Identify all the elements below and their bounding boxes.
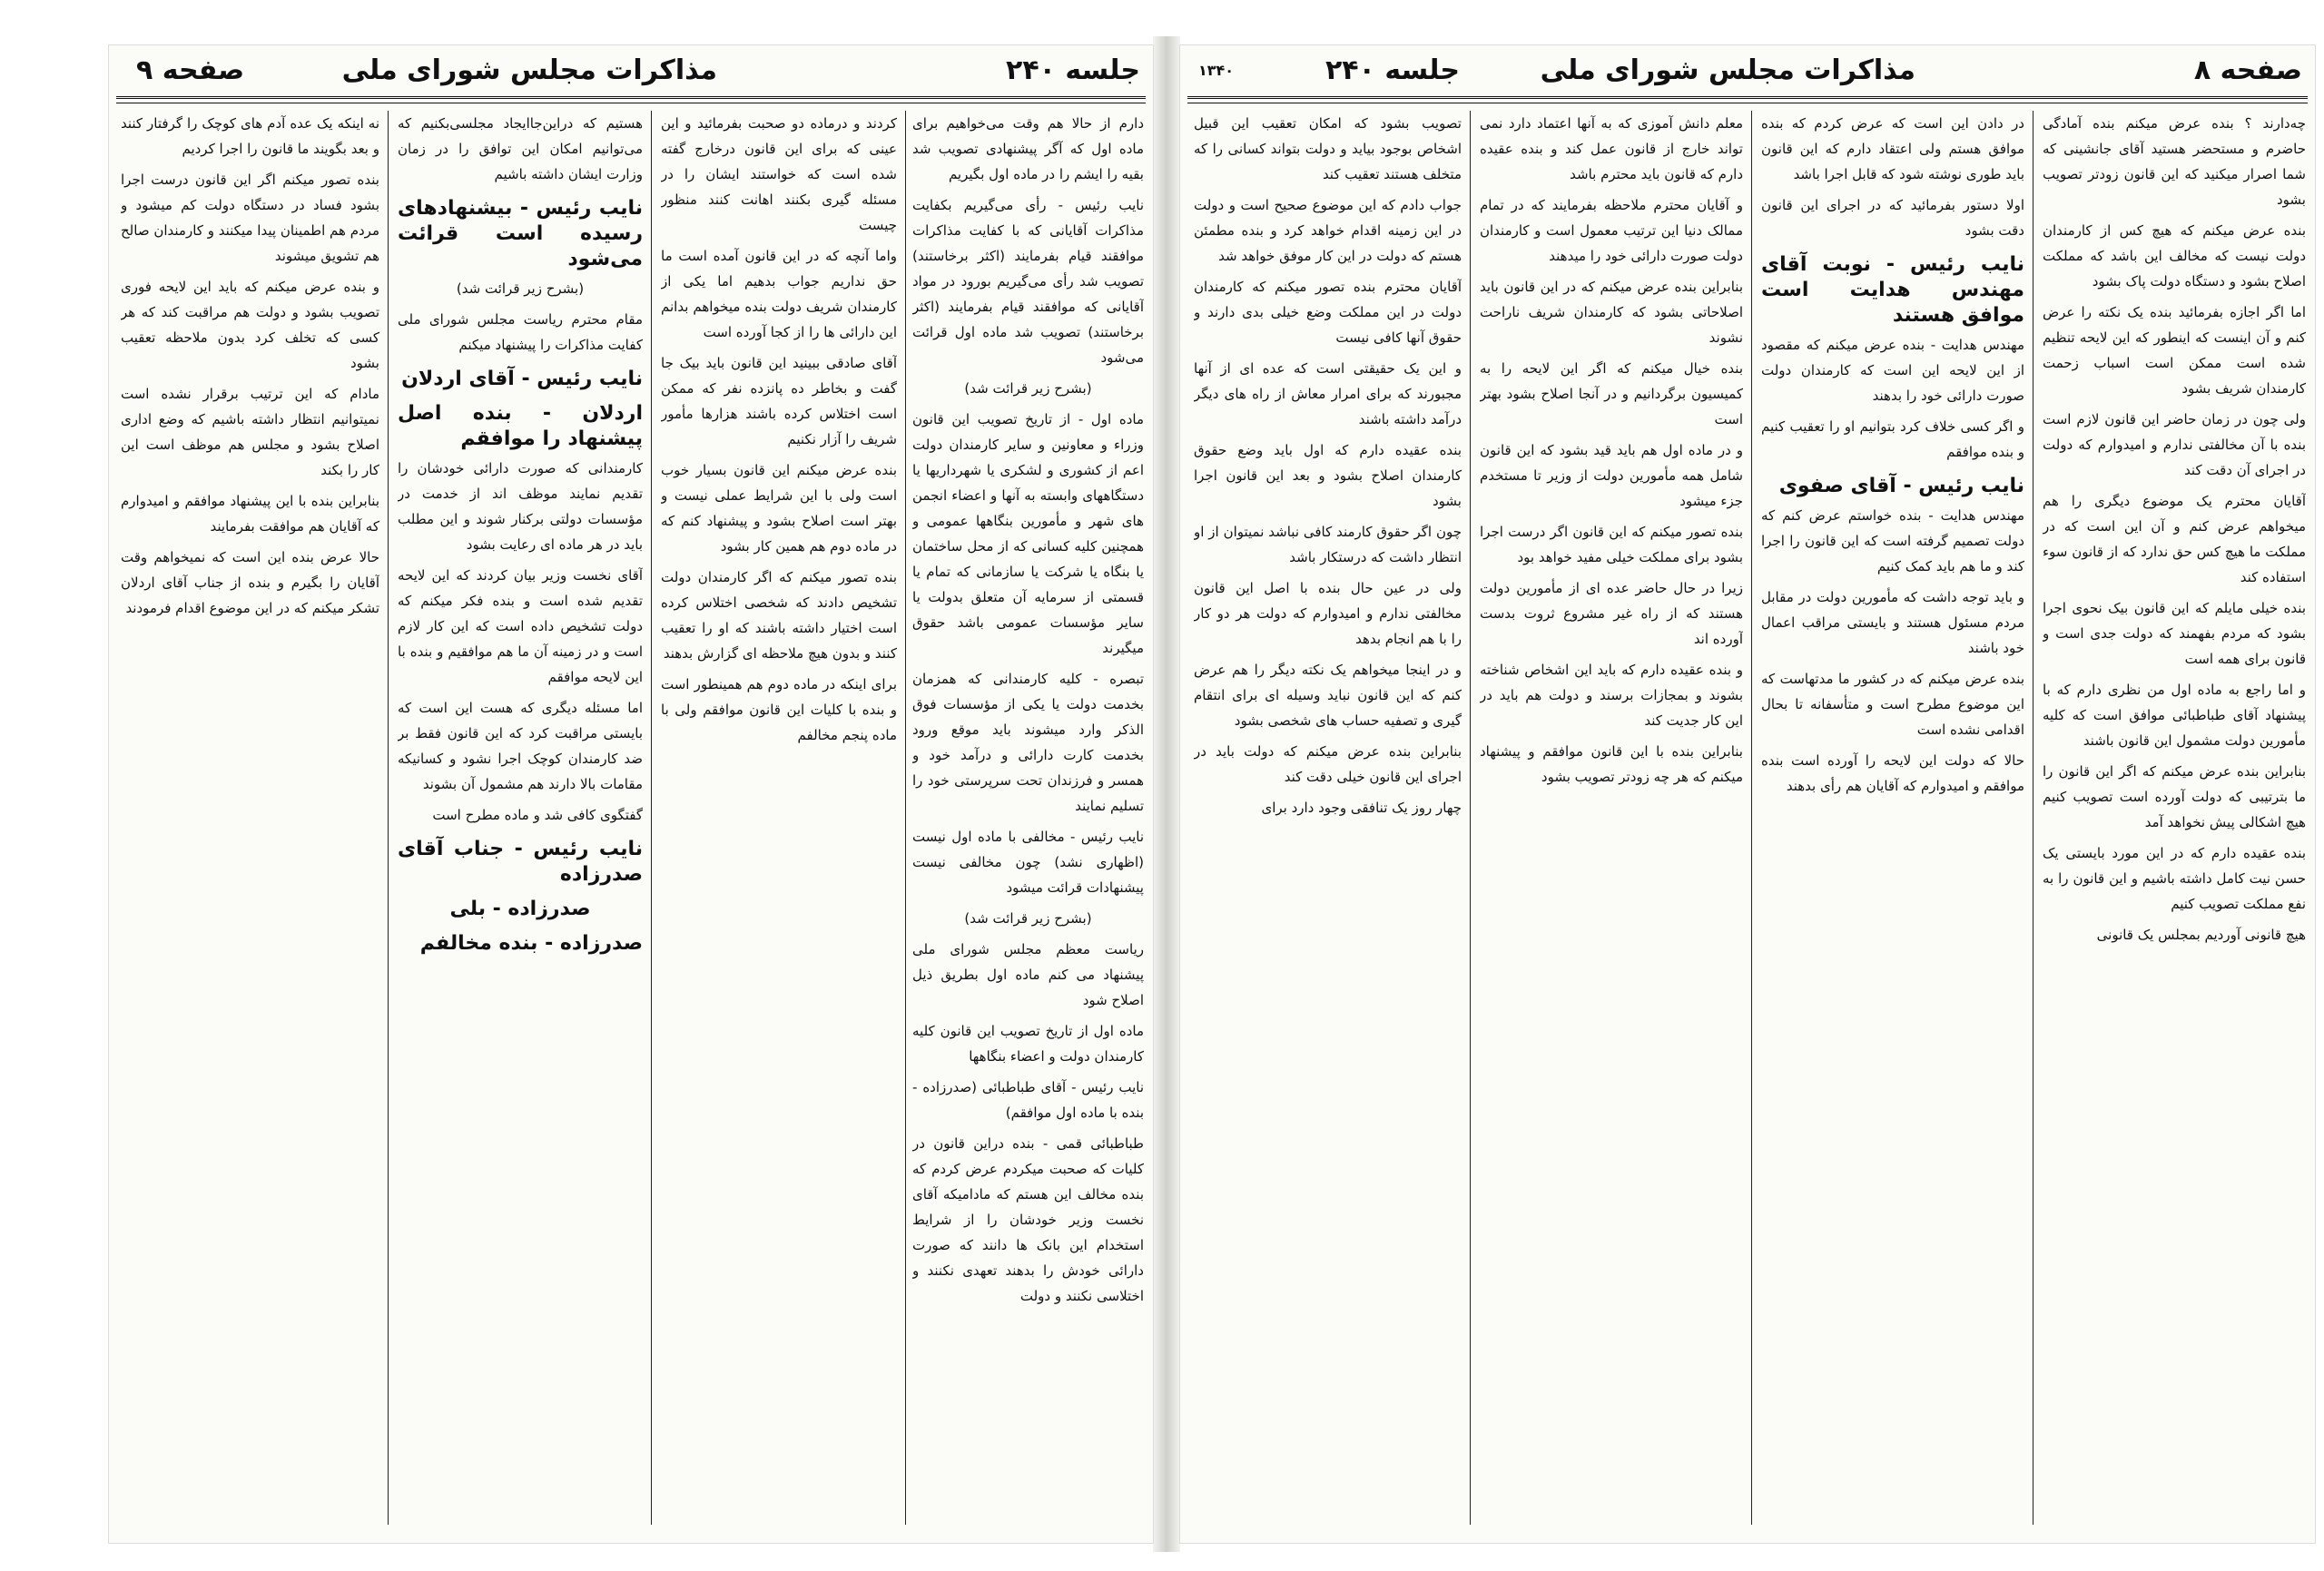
right-col-3-para: بنده تصور میکنم که این قانون اگر درست اجرا بشود برای مملکت خیلی مفید خواهد بود	[1480, 524, 1743, 565]
left-col-d-para: بنده تصور میکنم اگر این قانون درست اجرا بشود فساد در دستگاه دولت کم میشود و مردم هم اطمینان پیدا میکنند و کارمندان صالح هم تشویق میشوند	[121, 172, 379, 264]
right-col-1	[2043, 111, 2306, 1525]
right-col-1-para: بنابراین بنده عرض میکنم که اگر این قانون را ما بترتیبی که دولت آورده است تصویب کنیم هیچ اشکالی پیش نخواهد آمد	[2043, 763, 2306, 830]
right-col-1-para: اما اگر اجازه بفرمائید بنده یک نکته را عرض کنم و آن اینست که اینطور که این لایحه تنظیم شده است ممکن است اسباب زحمت کارمندان شریف بشود	[2043, 304, 2306, 397]
left-col-c-note: (بشرح زیر قرائت شد)	[456, 280, 585, 297]
left-col-a	[912, 111, 1144, 1525]
right-col-2-para: مهندس هدایت - بنده خواستم عرض کنم که دولت تصمیم گرفته است که این قانون را اجرا کند و ما هم باید کمک کنیم	[1761, 507, 2024, 574]
left-col-a-para4: ماده اول از تاریخ تصویب این قانون کلیه کارمندان دولت و اعضاء بنگاهها	[912, 1023, 1144, 1065]
left-col-c-para: کارمندانی که صورت دارائی خودشان را تقدیم نمایند موظف اند از خدمت در مؤسسات دولتی برکنار شوند و این مطلب باید در هر ماده ای رعایت بشود	[398, 460, 643, 553]
left-header-rule	[116, 96, 1146, 103]
right-col-2-para: و اگر کسی خلاف کرد بتوانیم او را تعقیب کنیم و بنده موافقم	[1761, 418, 2024, 460]
right-col-1-para: بنده خیلی مایلم که این قانون بیک نحوی اجرا بشود که مردم بفهمند که دولت جدی است و قانون برای همه است	[2043, 600, 2306, 667]
left-col-b-para: واما آنچه که در این قانون آمده است ما حق نداریم جواب بدهیم اما یکی از کارمندان شریف دولت بنده میخواهم بدانم این دارائی ها را از کجا آورده است	[661, 248, 897, 340]
left-col-a-para3: ریاست معظم مجلس شورای ملی پیشنهاد می کنم ماده اول بطریق ذیل اصلاح شود	[912, 941, 1144, 1008]
left-col-a-note2: تبصره - کلیه کارمندانی که همزمان بخدمت دولت یا یکی از مؤسسات فوق الذکر وارد میشوند باید موقع ورود بخدمت کارت دارائی و درآمد خود و همسر و فرزندان تحت سرپرستی خود را تسلیم نمایند	[912, 671, 1144, 814]
right-col-2-para: اولا دستور بفرمائید که در اجرای این قانون دقت بشود	[1761, 197, 2024, 239]
left-col-d-para: حالا عرض بنده این است که نمیخواهم وقت آقایان را بگیرم و بنده از جناب آقای اردلان تشکر میکنم که در این موضوع اقدام فرمودند	[121, 549, 379, 616]
right-col-4-para: و در اینجا میخواهم یک نکته دیگر را هم عرض کنم که این قانون نباید وسیله ای برای انتقام گیری و تصفیه حساب های شخصی بشود	[1194, 662, 1462, 729]
left-col-b-para: برای اینکه در ماده دوم هم همینطور است و بنده با کلیات این قانون موافقم ولی با ماده پنجم مخالفم	[661, 676, 897, 743]
left-col-a-article: ماده اول - از تاریخ تصویب این قانون وزراء و معاونین و سایر کارمندان دولت اعم از کشوری و لشکری یا شهرداریها یا دستگاههای وابسته به آنها و اعضاء انجمن های شهر و مأمورین بنگاهها عمومی و همچنین کلیه کسانی که از محل ساختمان یا بنگاه یا شرکت یا سازمانی که تمام یا قسمتی از سرمایه آن متعلق بدولت یا سایر مؤسسات عمومی باشد حقوق میگیرند	[912, 411, 1144, 656]
left-col-b-para: آقای صادقی ببینید این قانون باید بیک جا گفت و بخاطر ده پانزده نفر که ممکن است اختلاس کرده باشند هزارها مأمور شریف را آزار نکنیم	[661, 355, 897, 447]
right-col-divider-1	[2033, 111, 2034, 1525]
right-col-2-para: و باید توجه داشت که مأمورین دولت در مقابل مردم مسئول هستند و بایستی مراقب اعمال خود باشند	[1761, 589, 2024, 656]
right-col-4	[1194, 111, 1462, 1525]
left-page-title: مذاکرات مجلس شورای ملی	[341, 54, 717, 86]
left-col-a-para6: طباطبائی قمی - بنده دراین قانون در کلیات که صحبت میکردم عرض کردم که بنده مخالف این هستم که مادامیکه آقای نخست وزیر خودشان را از شرایط استخدام این بانک ها دانند که صورت دارائی خودش را بدهند تعهدی نکنند و اختلاسی نکنند و دولت	[912, 1135, 1144, 1304]
right-col-1-para: و اما راجع به ماده اول من نظری دارم که با پیشنهاد آقای طباطبائی موافق است که کلیه مأمورین دولت مشمول این قانون باشند	[2043, 682, 2306, 749]
left-page-header	[109, 45, 1153, 100]
right-col-4-para: تصویب بشود که امکان تعقیب این قبیل اشخاص بوجود بیاید و دولت بتواند کسانی را که متخلف هستند تعقیب کند	[1194, 115, 1462, 182]
right-col-2	[1761, 111, 2024, 1525]
right-col-3-para: معلم دانش آموزی که به آنها اعتماد دارد نمی تواند خارج از قانون عمل کند و بنده عقیده دارم که قانون باید محترم باشد	[1480, 115, 1743, 182]
right-date-label: ۱۳۴۰	[1198, 62, 1235, 79]
right-col-1-para: هیچ قانونی آوردیم بمجلس یک قانونی	[2096, 927, 2306, 943]
left-col-c	[398, 111, 643, 1525]
right-col-3-para: و آقایان محترم ملاحظه بفرمایند که در تمام ممالک دنیا این ترتیب معمول است و کارمندان دولت صورت دارائی خود را میدهند	[1480, 197, 1743, 264]
left-col-a-speaker-para: نایب رئیس - رأی می‌گیریم بکفایت مذاکرات آقایانی که با کفایت مذاکرات موافقند قیام بفرمایند (اکثر برخاستند) تصویب شد رأی می‌گیریم بورود در مواد آقایانی که موافقند قیام بفرمایند (اکثر برخاستند) تصویب شد ماده اول قرائت می‌شود	[912, 197, 1144, 366]
left-page-number: صفحه ۹	[136, 54, 245, 86]
right-col-4-para: چون اگر حقوق کارمند کافی نباشد نمیتوان از او انتظار داشت که درستکار باشد	[1194, 524, 1462, 565]
right-col-3-para: بنده خیال میکنم که اگر این لایحه را به کمیسیون برگردانیم و در آنجا اصلاح بشود بهتر است	[1480, 360, 1743, 427]
right-col-3-para: و بنده عقیده دارم که باید این اشخاص شناخته بشوند و بمجازات برسند و دولت هم باید در این کار جدیت کند	[1480, 662, 1743, 729]
right-col-4-para: و این یک حقیقتی است که عده ای از آنها مجبورند که برای امرار معاش از راه های دیگر درآمد داشته باشند	[1194, 360, 1462, 427]
page-gutter	[1153, 36, 1180, 1552]
right-col-1-para: بنده عقیده دارم که در این مورد بایستی یک حسن نیت کامل داشته باشیم و این قانون را به نفع مملکت تصویب کنیم	[2043, 845, 2306, 912]
left-col-a-note: (بشرح زیر قرائت شد)	[964, 380, 1092, 397]
left-col-a-para2: نایب رئیس - مخالفی با ماده اول نیست (اظهاری نشد) چون مخالفی نیست پیشنهادات قرائت میشود	[912, 829, 1144, 896]
left-col-a-para5: نایب رئیس - آقای طباطبائی (صدرزاده - بنده با ماده اول موافقم)	[912, 1079, 1144, 1121]
right-col-2-para: حالا که دولت این لایحه را آورده است بنده موافقم و امیدوارم که آقایان هم رأی بدهند	[1761, 752, 2024, 794]
left-col-d-para: بنابراین بنده با این پیشنهاد موافقم و امیدوارم که آقایان هم موافقت بفرمایند	[121, 493, 379, 535]
speaker-heading: نایب رئیس - بیشنهادهای رسیده است قرائت می‌شود	[398, 197, 643, 270]
right-col-3-para: زیرا در حال حاضر عده ای از مأمورین دولت هستند که از راه غیر مشروع ثروت بدست آورده اند	[1480, 580, 1743, 647]
left-col-c-para: گفتگوی کافی شد و ماده مطرح است	[432, 807, 643, 823]
right-col-1-para: ولی چون در زمان حاضر این قانون لازم است بنده با آن مخالفتی ندارم و امیدوارم که دولت در اجرای آن دقت کند	[2043, 411, 2306, 478]
right-col-divider-3	[1470, 111, 1471, 1525]
left-col-b-para: بنده تصور میکنم که اگر کارمندان دولت تشخیص دادند که شخصی اختلاس کرده است اختیار داشته باشند که او را تعقیب کنند و بدون هیچ ملاحظه ای گزارش بدهند	[661, 569, 897, 662]
left-session-label: جلسه ۲۴۰	[1006, 54, 1140, 86]
right-col-2-para: در دادن این است که عرض کردم که بنده موافق هستم ولی اعتقاد دارم که این قانون باید طوری نوشته شود که قابل اجرا باشد	[1761, 115, 2024, 182]
right-col-3-para: بنابراین بنده عرض میکنم که در این قانون باید اصلاحاتی بشود که کارمندان شریف ناراحت نشوند	[1480, 279, 1743, 346]
speaker-heading: اردلان - بنده اصل پیشنهاد را موافقم	[398, 402, 643, 450]
right-col-divider-2	[1751, 111, 1752, 1525]
left-col-b	[661, 111, 897, 1525]
speaker-heading: نایب رئیس - جناب آقای صدرزاده	[398, 838, 643, 886]
right-col-4-para: بنابراین بنده عرض میکنم که دولت باید در اجرای این قانون خیلی دقت کند	[1194, 743, 1462, 785]
right-header-rule	[1187, 96, 2308, 103]
right-col-3-para: بنابراین بنده با این قانون موافقم و پیشنهاد میکنم که هر چه زودتر تصویب بشود	[1480, 743, 1743, 785]
left-page	[109, 45, 1153, 1543]
right-col-4-para: ولی در عین حال بنده با اصل این قانون مخالفتی ندارم و امیدوارم که دولت هر دو کار را با هم انجام بدهد	[1194, 580, 1462, 647]
speaker-heading: صدرزاده - بلی	[449, 898, 591, 920]
left-col-divider-1	[905, 111, 906, 1525]
right-col-1-para: بنده عرض میکنم که هیچ کس از کارمندان دولت نیست که مخالف این باشد که مملکت اصلاح بشود و دستگاه دولت پاک بشود	[2043, 222, 2306, 290]
left-col-c-para: آقای نخست وزیر بیان کردند که این لایحه تقدیم شده است و بنده فکر میکنم که دولت تشخیص داده است که این کار لازم است و در زمینه آن ما هم موافقیم و بنده با این لایحه موافقم	[398, 567, 643, 685]
left-col-d-para: نه اینکه یک عده آدم های کوچک را گرفتار کنند و بعد بگویند ما قانون را اجرا کردیم	[121, 115, 379, 157]
left-col-d-para: و بنده عرض میکنم که باید این لایحه فوری تصویب بشود و دولت هم مراقبت کند که هر کسی که تخلف کرد بدون ملاحظه تعقیب بشود	[121, 279, 379, 371]
left-col-c-para: اما مسئله دیگری که هست این است که بایستی مراقبت کرد که این قانون فقط بر ضد کارمندان کوچک اجرا نشود و کسانیکه مقامات بالا دارند هم مشمول آن بشوند	[398, 700, 643, 792]
left-col-b-para: بنده عرض میکنم این قانون بسیار خوب است ولی با این شرایط عملی نیست و بهتر است اصلاح بشود و پیشنهاد کنم که در ماده دوم هم همین کار بشود	[661, 462, 897, 555]
left-col-a-note3: (بشرح زیر قرائت شد)	[964, 910, 1092, 927]
speaker-heading: نایب رئیس - آقای صفوی	[1778, 475, 2024, 497]
right-col-3	[1480, 111, 1743, 1525]
speaker-heading: نایب رئیس - آقای اردلان	[401, 368, 643, 390]
right-col-1-para: آقایان محترم یک موضوع دیگری را هم میخواهم عرض کنم و آن این است که در مملکت ما هیچ کس حق ندارد که از قانون سوء استفاده کند	[2043, 493, 2306, 585]
left-col-c-para: هستیم که دراین‌جا‌ایجاد مجلسی‌بکنیم که می‌توانیم امکان این توافق را در زمان وزارت ایشان داشته باشیم	[398, 115, 643, 182]
left-col-divider-2	[651, 111, 652, 1525]
right-col-2-para: مهندس هدایت - بنده عرض میکنم که مقصود از این لایحه این است که کارمندان دولت صورت دارائی خود را بدهند	[1761, 337, 2024, 404]
right-page-title: مذاکرات مجلس شورای ملی	[1540, 54, 1915, 86]
speaker-heading: نایب رئیس - نوبت آقای مهندس هدایت است موافق هستند	[1761, 253, 2024, 327]
right-col-4-para: آقایان محترم بنده تصور میکنم که کارمندان دولت در این مملکت وضع خیلی بدی دارند و حقوق آنها کافی نیست	[1194, 279, 1462, 346]
right-page-header	[1180, 45, 2315, 100]
right-session-label: جلسه ۲۴۰	[1325, 54, 1460, 86]
left-col-c-motion: مقام محترم ریاست مجلس شورای ملی کفایت مذاکرات را پیشنهاد میکنم	[398, 311, 643, 353]
right-page	[1180, 45, 2315, 1543]
left-col-d	[121, 111, 379, 1525]
right-col-3-para: و در ماده اول هم باید قید بشود که این قانون شامل همه مأمورین دولت از وزیر تا مستخدم جزء میشود	[1480, 442, 1743, 509]
right-col-1-para: چه‌دارند ؟ بنده عرض میکنم بنده آمادگی حاضرم و مستحضر هستید آقای جانشینی که شما اصرار میکنید که این قانون زودتر تصویب بشود	[2043, 115, 2306, 208]
right-col-4-para: بنده عقیده دارم که اول باید وضع حقوق کارمندان اصلاح بشود و بعد این قانون اجرا بشود	[1194, 442, 1462, 509]
speaker-heading: صدرزاده - بنده مخالفم	[419, 932, 643, 955]
right-col-2-para: بنده عرض میکنم که در کشور ما مدتهاست که این موضوع مطرح است و متأسفانه تا بحال اقدامی نشده است	[1761, 671, 2024, 738]
left-col-a-para: دارم از حالا هم وقت می‌خواهیم برای ماده اول که آگر پیشنهادی تصویب شد بقیه را ایشم را در ماده اول بگیریم	[912, 115, 1144, 182]
left-col-d-para: مادام که این ترتیب برقرار نشده است نمیتوانیم انتظار داشته باشیم که وضع اداری اصلاح بشود و مجلس هم موظف است این کار را بکند	[121, 386, 379, 478]
right-col-4-para: چهار روز یک تنافقی وجود دارد برای	[1261, 800, 1462, 816]
left-col-divider-3	[388, 111, 389, 1525]
left-col-b-para: کردند و درماده دو صحبت بفرمائید و این عینی که برای این قانون درخارج گفته شده است که خواستند ایشان را در مسئله گیری بکنند اهانت کنند منظور چیست	[661, 115, 897, 233]
right-page-number: صفحه ۸	[2193, 54, 2302, 86]
right-col-4-para: جواب دادم که این موضوع صحیح است و دولت در این زمینه اقدام خواهد کرد و بنده مطمئن هستم که دولت در این کار موفق خواهد شد	[1194, 197, 1462, 264]
